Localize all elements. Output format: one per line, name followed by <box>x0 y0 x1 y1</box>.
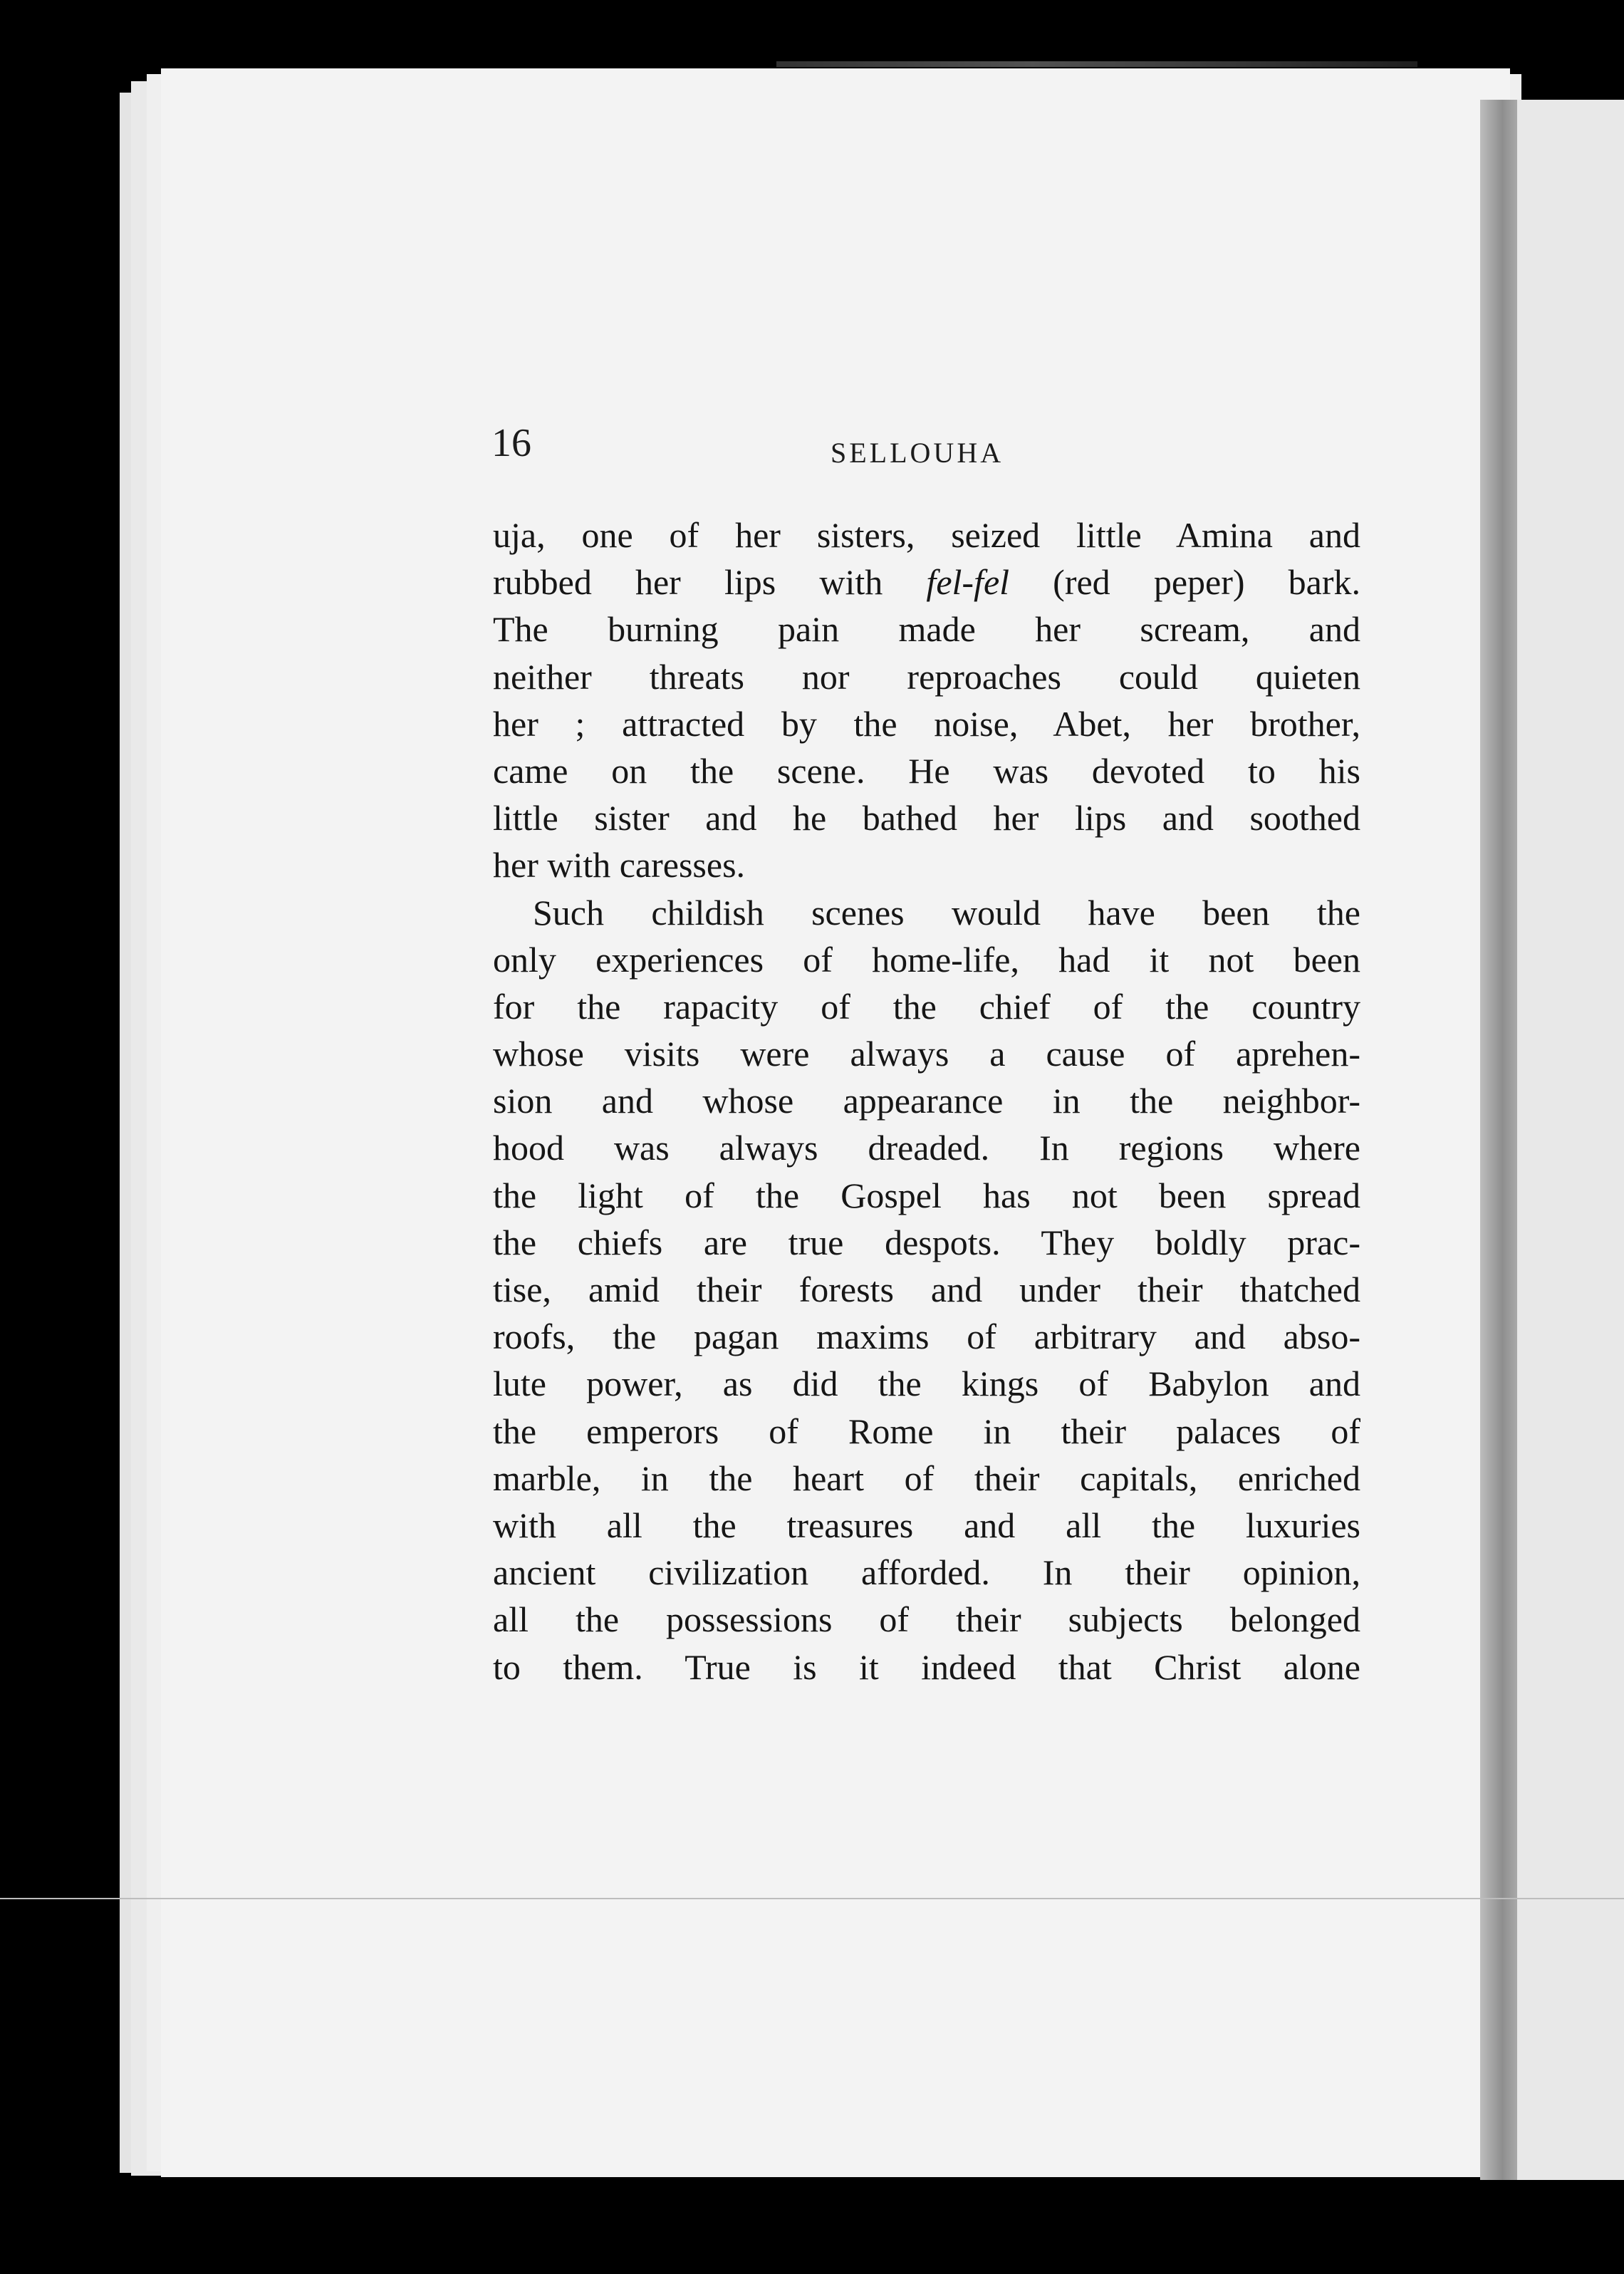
text-line: the light of the Gospel has not been spread <box>493 1175 1360 1215</box>
italic-term: fel-fel <box>926 562 1010 603</box>
text-line: her with caresses. <box>493 845 746 886</box>
text-line: uja, one of her sisters, seized little Amina and <box>493 515 1360 555</box>
text-line: little sister and he bathed her lips and soothed <box>493 798 1360 839</box>
text-line: came on the scene. He was devoted to his <box>493 750 1360 791</box>
text-line: neither threats nor reproaches could quieten <box>493 656 1360 697</box>
text-line: whose visits were always a cause of aprehen- <box>493 1034 1360 1074</box>
facing-page-edge <box>1517 100 1624 2180</box>
text-line: the emperors of Rome in their palaces of <box>493 1411 1360 1451</box>
text-line: roofs, the pagan maxims of arbitrary and abso- <box>493 1317 1360 1357</box>
text-line: Such childish scenes would have been the <box>533 892 1360 933</box>
text-line: the chiefs are true despots. They boldly prac- <box>493 1222 1360 1262</box>
scan-artifact <box>0 1898 1624 1899</box>
text-line: tise, amid their forests and under their thatched <box>493 1270 1360 1309</box>
text-line-before: rubbed her lips with <box>493 562 927 603</box>
text-line: lute power, as did the kings of Babylon and <box>493 1364 1360 1404</box>
text-line: sion and whose appearance in the neighbor- <box>493 1081 1360 1121</box>
page-header <box>491 420 1346 484</box>
body-text <box>493 512 1360 1691</box>
text-line: hood was always dreaded. In regions where <box>493 1128 1360 1168</box>
text-line: with all the treasures and all the luxuries <box>493 1505 1360 1545</box>
text-line <box>493 559 1360 606</box>
scan-artifact <box>776 61 1417 67</box>
running-title: SELLOUHA <box>831 437 1004 469</box>
text-line: ancient civilization afforded. In their opinion, <box>493 1552 1360 1593</box>
text-line-after: (red peper) bark. <box>1009 562 1360 603</box>
text-line: to them. True is it indeed that Christ alone <box>493 1646 1360 1687</box>
text-line: The burning pain made her scream, and <box>493 609 1360 650</box>
text-line: her ; attracted by the noise, Abet, her brother, <box>493 703 1360 744</box>
text-line: only experiences of home-life, had it not been <box>493 939 1360 980</box>
text-line: all the possessions of their subjects belonged <box>493 1599 1360 1640</box>
text-line: marble, in the heart of their capitals, enriched <box>493 1458 1360 1498</box>
page-number: 16 <box>491 421 531 465</box>
book-spine <box>1480 100 1517 2180</box>
text-line: for the rapacity of the chief of the country <box>493 986 1360 1027</box>
